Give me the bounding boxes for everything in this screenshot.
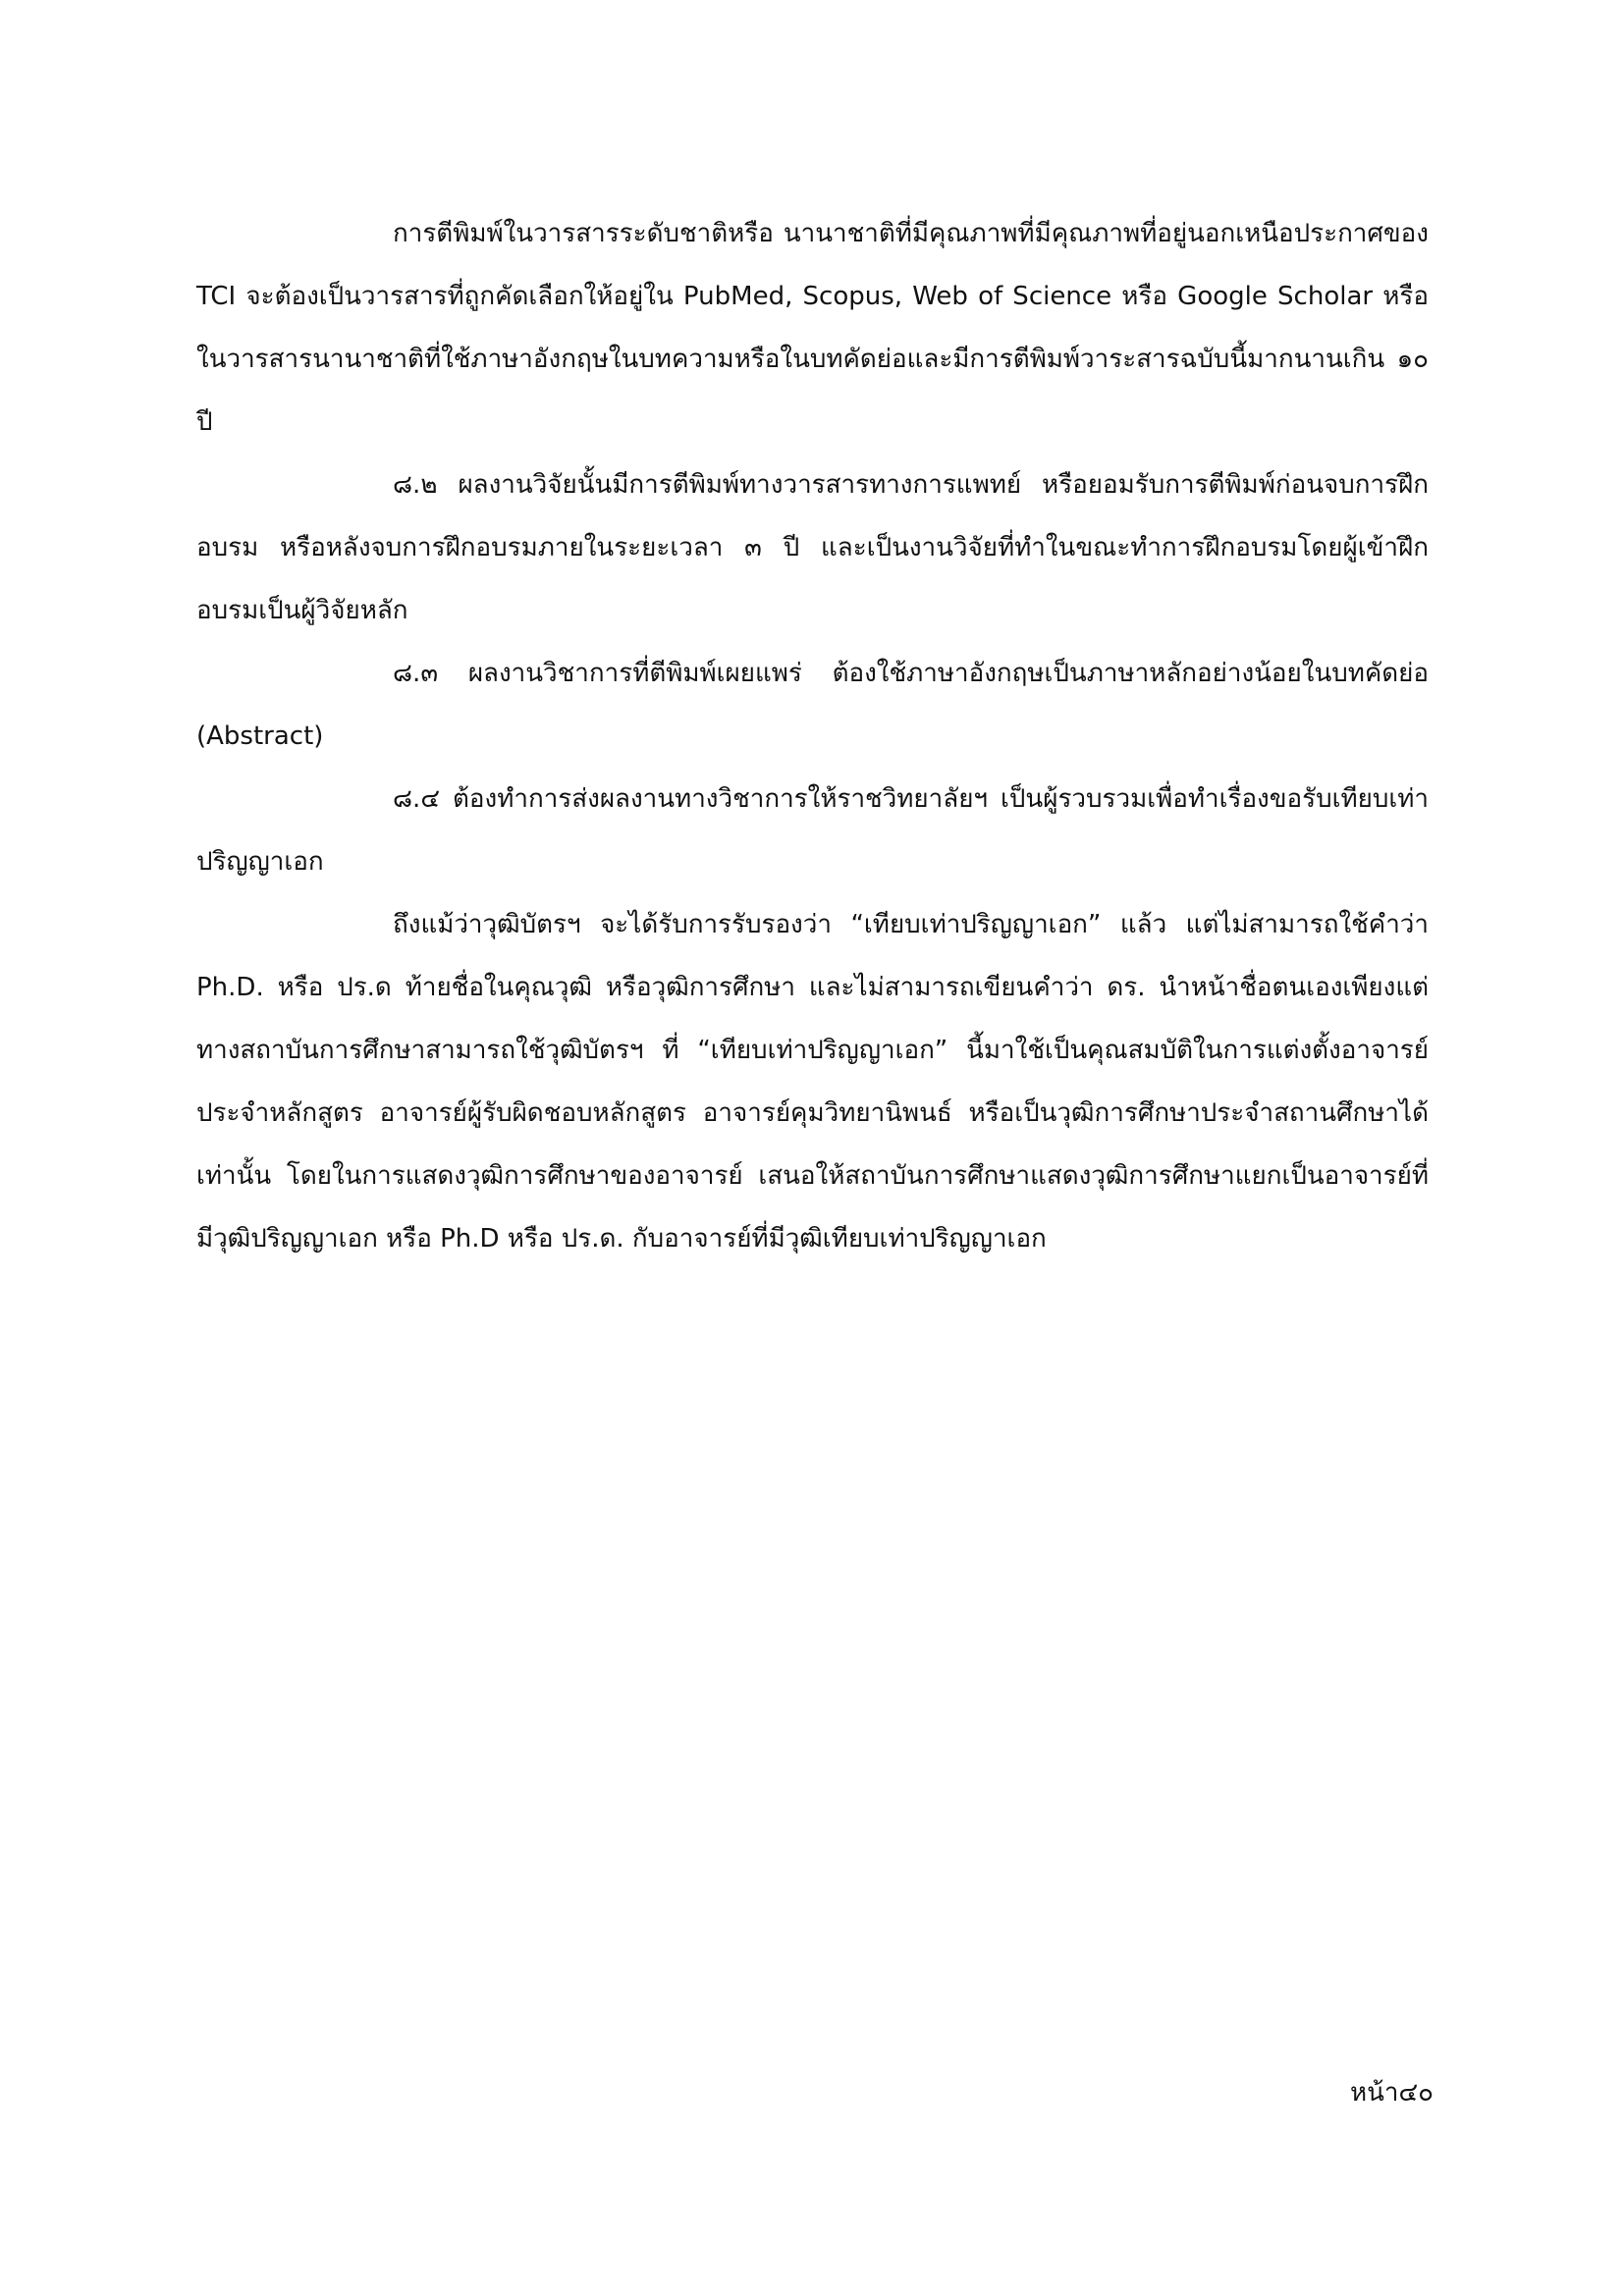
paragraph-degree-equivalence-note: ถึงแม้ว่าวุฒิบัตรฯ จะได้รับการรับรองว่า “เทียบเท่าปริญญาเอก” แล้ว แต่ไม่สามารถใช้คำว่า Ph.D. หรือ ปร.ด ท้ายชื่อในคุณวุฒิ หรือวุฒิการศึกษา และไม่สามารถเขียนคำว่า ดร. นำหน้าชื่อตนเองเพียงแต่ทางสถาบันการศึกษาสามารถใช้วุฒิบัตรฯ ที่ “เทียบเท่าปริญญาเอก” นี้มาใช้เป็นคุณสมบัติในการแต่งตั้งอาจารย์ประจำหลักสูตร อาจารย์ผู้รับผิดชอบหลักสูตร อาจารย์คุมวิทยานิพนธ์ หรือเป็นวุฒิการศึกษาประจำสถานศึกษาได้เท่านั้น โดยในการแสดงวุฒิการศึกษาของอาจารย์ เสนอให้สถาบันการศึกษาแสดงวุฒิการศึกษาแยกเป็นอาจารย์ที่มีวุฒิปริญญาเอก หรือ Ph.D หรือ ปร.ด. กับอาจารย์ที่มีวุฒิเทียบเท่าปริญญาเอก [196, 910, 1429, 1254]
document-body [196, 202, 1429, 1270]
paragraph-8-2-research-publication: ๘.๒ ผลงานวิจัยนั้นมีการตีพิมพ์ทางวารสารทางการแพทย์ หรือยอมรับการตีพิมพ์ก่อนจบการฝึกอบรม หรือหลังจบการฝึกอบรมภายในระยะเวลา ๓ ปี และเป็นงานวิจัยที่ทำในขณะทำการฝึกอบรมโดยผู้เข้าฝึกอบรมเป็นผู้วิจัยหลัก [196, 470, 1429, 625]
paragraph-8-4-submission: ๘.๔ ต้องทำการส่งผลงานทางวิชาการให้ราชวิทยาลัยฯ เป็นผู้รวบรวมเพื่อทำเรื่องขอรับเทียบเท่าปริญญาเอก [196, 784, 1429, 877]
paragraph-8-3-english-abstract: ๘.๓ ผลงานวิชาการที่ตีพิมพ์เผยแพร่ ต้องใช้ภาษาอังกฤษเป็นภาษาหลักอย่างน้อยในบทคัดย่อ (Abstract) [196, 659, 1429, 751]
paragraph-international-journal-criteria: การตีพิมพ์ในวารสารระดับชาติหรือ นานาชาติที่มีคุณภาพที่มีคุณภาพที่อยู่นอกเหนือประกาศของ TCI จะต้องเป็นวารสารที่ถูกคัดเลือกให้อยู่ใน PubMed, Scopus, Web of Science หรือ Google Scholar หรือในวารสารนานาชาติที่ใช้ภาษาอังกฤษในบทความหรือในบทคัดย่อและมีการตีพิมพ์วาระสารฉบับนี้มากนานเกิน ๑๐ ปี [196, 219, 1429, 437]
page-number: หน้า๔๐ [1349, 2078, 1434, 2108]
